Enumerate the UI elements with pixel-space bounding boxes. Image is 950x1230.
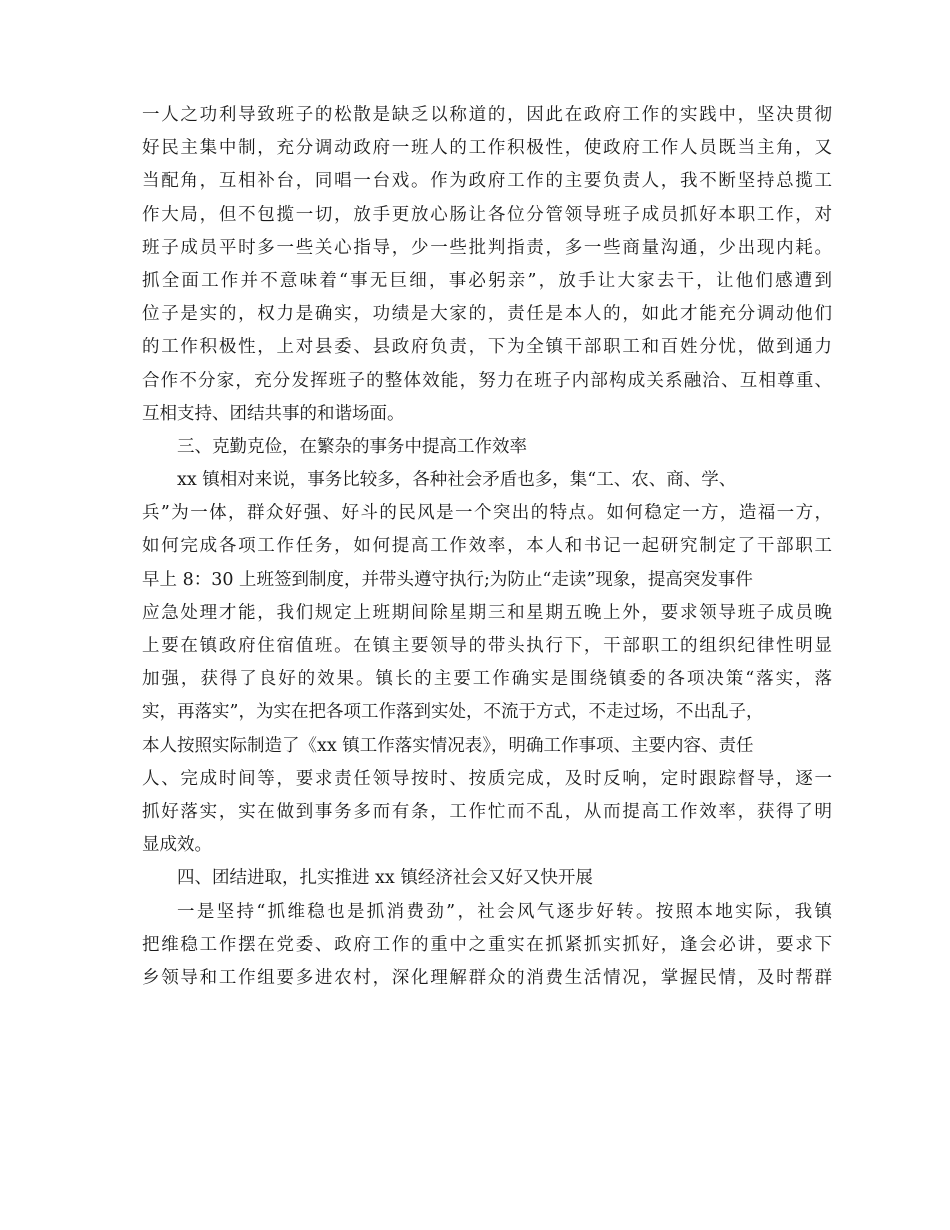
text-line: 一人之功利导致班子的松散是缺乏以称道的，因此在政府工作的实践中，坚决贯彻 (142, 105, 832, 125)
text-line: 本人按照实际制造了《xx 镇工作落实情况表》，明确工作事项、主要内容、责任 (142, 735, 754, 756)
section-heading: 三、克勤克俭，在繁杂的事务中提高工作效率 (177, 436, 527, 457)
text-line: 位子是实的，权力是确实，功绩是大家的，责任是本人的，如此才能充分调动他们 (142, 304, 832, 325)
text-line: 如何完成各项工作任务，如何提高工作效率，本人和书记一起研究制定了干部职工 (142, 536, 832, 557)
text-line: 抓好落实，实在做到事务多而有条，工作忙而不乱，从而提高工作效率，获得了明 (142, 801, 832, 822)
text-line: 应急处理才能，我们规定上班期间除星期三和星期五晚上外，要求领导班子成员晚 (142, 602, 832, 623)
text-line: 的工作积极性，上对县委、县政府负责，下为全镇干部职工和百姓分忧，做到通力 (142, 337, 832, 358)
text-line: 好民主集中制，充分调动政府一班人的工作积极性，使政府工作人员既当主角，又 (142, 138, 832, 159)
section-heading: 四、团结进取，扎实推进 xx 镇经济社会又好又快开展 (177, 868, 593, 889)
text-line: 把维稳工作摆在党委、政府工作的重中之重实在抓紧抓实抓好，逢会必讲，要求下 (142, 934, 832, 955)
text-line: 抓全面工作并不意味着“事无巨细，事必躬亲”，放手让大家去干，让他们感遭到 (142, 270, 832, 291)
text-line: xx 镇相对来说，事务比较多，各种社会矛盾也多，集“工、农、商、学、 (177, 470, 737, 491)
text-line: 兵”为一体，群众好强、好斗的民风是一个突出的特点。如何稳定一方，造福一方， (142, 503, 832, 524)
text-line: 合作不分家，充分发挥班子的整体效能，努力在班子内部构成关系融洽、互相尊重、 (142, 370, 832, 391)
text-line: 一是坚持“抓维稳也是抓消费劲”，社会风气逐步好转。按照本地实际，我镇 (177, 901, 832, 922)
text-line: 早上 8：30 上班签到制度，并带头遵守执行;为防止“走读”现象，提高突发事件 (142, 569, 753, 590)
text-line: 显成效。 (142, 835, 212, 856)
text-line: 加强，获得了良好的效果。镇长的主要工作确实是围绕镇委的各项决策“落实，落 (142, 669, 832, 690)
text-line: 上要在镇政府住宿值班。在镇主要领导的带头执行下，干部职工的组织纪律性明显 (142, 636, 832, 656)
text-line: 班子成员平时多一些关心指导，少一些批判指责，多一些商量沟通，少出现内耗。 (142, 237, 832, 258)
text-line: 人、完成时间等，要求责任领导按时、按质完成，及时反响，定时跟踪督导，逐一 (142, 768, 832, 789)
text-line: 当配角，互相补台，同唱一台戏。作为政府工作的主要负责人，我不断坚持总揽工 (142, 171, 832, 192)
text-line: 互相支持、团结共事的和谐场面。 (142, 403, 405, 424)
text-line: 实，再落实”，为实在把各项工作落到实处，不流于方式，不走过场，不出乱子， (142, 702, 764, 723)
text-line: 乡领导和工作组要多进农村，深化理解群众的消费生活情况，掌握民情，及时帮群 (142, 967, 832, 988)
body-text (142, 99, 832, 995)
text-line: 作大局，但不包揽一切，放手更放心肠让各位分管领导班子成员抓好本职工作，对 (142, 204, 832, 225)
